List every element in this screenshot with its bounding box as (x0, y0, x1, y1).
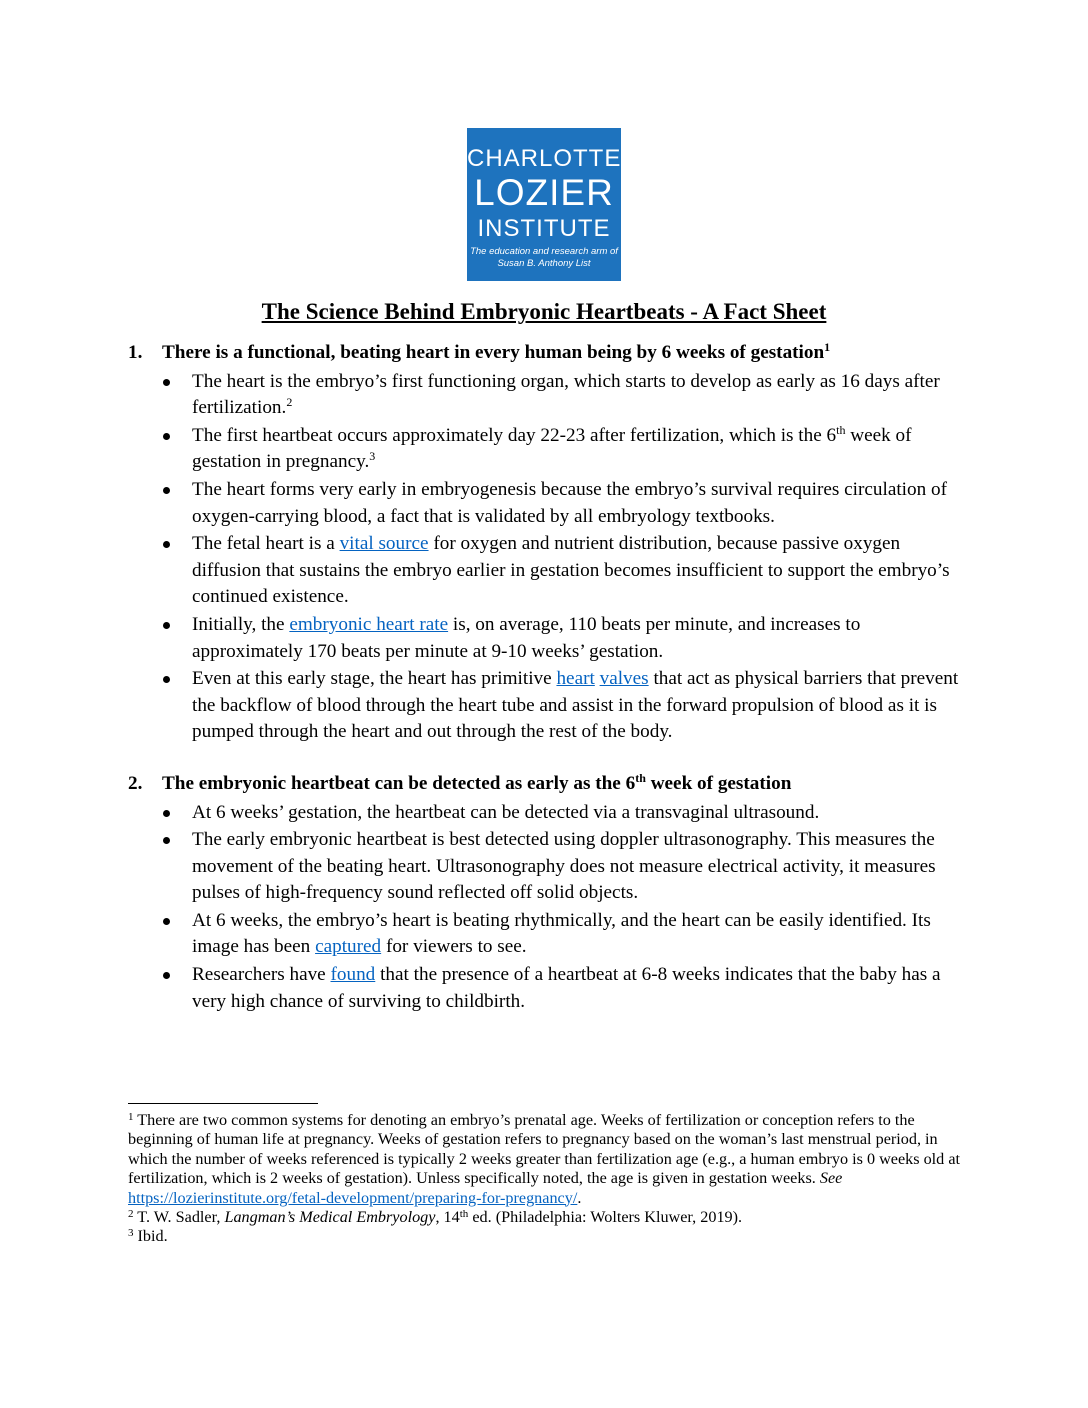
bullet-icon (163, 918, 170, 925)
footnote-ref-3[interactable]: 3 (369, 449, 376, 464)
list-item: Researchers have found that the presence of a heartbeat at 6-8 weeks indicates that the baby has a very high chance of surviving to childbirth. (192, 962, 968, 1015)
fact-sheet-body (128, 340, 968, 1016)
logo-line-1: CHARLOTTE (467, 145, 622, 172)
link-found[interactable]: found (330, 964, 376, 986)
footnote-3: $^3$ Ibid. (128, 1227, 168, 1246)
list-item: The heart is the embryo’s first functioning organ, which starts to develop as early as 16 days after fertilization.$^2$ (192, 369, 968, 422)
link-captured[interactable]: captured (315, 936, 382, 958)
footnote-ref-1[interactable]: 1 (824, 340, 831, 354)
page-title: The Science Behind Embryonic Heartbeats - A Fact Sheet (261, 299, 827, 324)
section-1-heading (128, 340, 968, 367)
bullet-icon (163, 622, 170, 629)
footnote-2: $^2$ T. W. Sadler, Langman’s Medical Embryology, 14th ed. (Philadelphia: Wolters Kluwer, 2019). (128, 1208, 743, 1227)
link-valves[interactable]: valves (599, 668, 649, 690)
footnote-divider (128, 1103, 318, 1104)
logo-tagline-2: Susan B. Anthony List (497, 258, 591, 269)
footnote-1-url-link[interactable]: https://lozierinstitute.org/fetal-development/preparing-for-pregnancy/ (128, 1188, 578, 1207)
bullet-icon (163, 810, 170, 817)
list-item: The early embryonic heartbeat is best detected using doppler ultrasonography. This measures the movement of the beating heart. Ultrasonography does not measure electrical activity, it measures pulses of high-frequency sound reflected off solid objects. (192, 827, 968, 907)
link-embryonic-heart-rate[interactable]: embryonic heart rate (289, 613, 449, 635)
section-1-number: 1. (128, 342, 143, 363)
logo-line-2: LOZIER (474, 172, 614, 213)
logo-line-3: INSTITUTE (477, 215, 611, 242)
section-2-heading: 2. The embryonic heartbeat can be detected as early as the 6th week of gestation (128, 771, 968, 798)
list-item: At 6 weeks’ gestation, the heartbeat can be detected via a transvaginal ultrasound. (192, 800, 968, 827)
bullet-icon (163, 433, 170, 440)
charlotte-lozier-institute-logo (467, 128, 621, 281)
list-item: Initially, the embryonic heart rate is, on average, 110 beats per minute, and increases to approximately 170 beats per minute at 9-10 weeks’ gestation. (192, 612, 968, 665)
section-1-bullets (128, 369, 968, 746)
section-2-number: 2. (128, 772, 143, 794)
link-vital-source[interactable]: vital source (339, 533, 429, 555)
bullet-icon (163, 676, 170, 683)
list-item: The first heartbeat occurs approximately day 22-23 after fertilization, which is the 6th week of gestation in pregnancy.$^3$ (192, 423, 968, 476)
list-item: At 6 weeks, the embryo’s heart is beating rhythmically, and the heart can be easily identified. Its image has been captured for viewers to see. (192, 908, 968, 961)
footnote-ref-2[interactable]: 2 (286, 395, 293, 410)
list-item: Even at this early stage, the heart has primitive heart valves that act as physical barriers that prevent the backflow of blood through the heart tube and assist in the forward propulsion of blood as it is pumped through the heart and out through the rest of the body. (192, 666, 968, 746)
bullet-icon (163, 837, 170, 844)
bullet-icon (163, 379, 170, 386)
footnotes (128, 1111, 968, 1247)
footnote-1: $^1$ There are two common systems for denoting an embryo’s prenatal age. Weeks of fertilization or conception refers to the beginning of human life at pregnancy. Weeks of gestation refers to pregnancy based on the woman’s last menstrual period, in which the number of weeks referenced is typically 2 weeks greater than fertilization age (e.g., a human embryo is 0 weeks old at fertilization, which is 2 weeks of gestation). Unless specifically noted, the age is given in gestation weeks. See https://lozierinstitute.org/fetal-development/preparing-for-pregnancy/. (128, 1111, 960, 1207)
bullet-icon (163, 541, 170, 548)
bullet-icon (163, 972, 170, 979)
bullet-icon (163, 487, 170, 494)
list-item: The heart forms very early in embryogenesis because the embryo’s survival requires circulation of oxygen-carrying blood, a fact that is validated by all embryology textbooks. (192, 477, 968, 530)
section-2-bullets (128, 800, 968, 1016)
logo-tagline-1: The education and research arm of (470, 246, 618, 257)
link-heart[interactable]: heart (556, 668, 595, 690)
section-1-heading-text: There is a functional, beating heart in every human being by 6 weeks of gestation (162, 342, 825, 363)
list-item: The fetal heart is a vital source for oxygen and nutrient distribution, because passive oxygen diffusion that sustains the embryo earlier in gestation becomes insufficient to support the embryo’s continued existence. (192, 531, 968, 611)
